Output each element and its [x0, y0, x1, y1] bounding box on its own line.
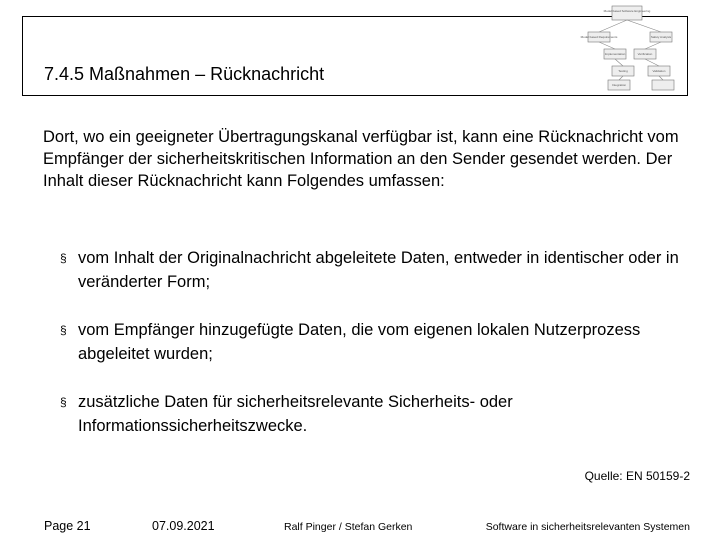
diagram-label-lower-right: Validation [652, 69, 666, 73]
process-diagram-thumbnail [564, 4, 686, 92]
diagram-label-bottom-left: Integration [611, 83, 627, 87]
source-citation: Quelle: EN 50159-2 [584, 469, 690, 483]
diagram-label-mid-left: Implementation [604, 52, 626, 56]
footer-date: 07.09.2021 [152, 519, 215, 533]
bullet-text: zusätzliche Daten für sicherheitsrelevante Sicherheits- oder Informationssicherheitszwecke. [78, 393, 513, 435]
diagram-label-lower-left: Testing [618, 69, 628, 73]
slide-title: 7.4.5 Maßnahmen – Rücknachricht [44, 64, 325, 84]
bullet-text: vom Inhalt der Originalnachricht abgeleitete Daten, entweder in identischer oder in veränderter Form; [78, 249, 679, 291]
bullet-item [60, 246, 690, 294]
footer-authors: Ralf Pinger / Stefan Gerken [284, 521, 413, 533]
bullet-item [60, 390, 690, 438]
bullet-text: vom Empfänger hinzugefügte Daten, die vom eigenen lokalen Nutzerprozess abgeleitet wurden; [78, 321, 641, 363]
bullet-marker: § [60, 395, 67, 409]
bullet-marker: § [60, 323, 67, 337]
intro-paragraph: Dort, wo ein geeigneter Übertragungskanal verfügbar ist, kann eine Rücknachricht vom Empfänger der sicherheitskritischen Information an den Sender gesendet werden. Der Inhalt dieser Rücknachricht kann Folgendes umfassen: [43, 128, 679, 190]
bullet-marker: § [60, 251, 67, 265]
footer-course-title: Software in sicherheitsrelevanten Systemen [485, 521, 690, 533]
diagram-label-top: Model based Software Engineering [603, 9, 651, 13]
bullet-item [60, 318, 690, 366]
diagram-box-bottom-right [652, 80, 674, 90]
diagram-label-upper-left: Model based Requirements [580, 35, 618, 39]
footer-page-number: Page 21 [44, 519, 91, 533]
diagram-label-upper-right: Safety Analysis [650, 35, 672, 39]
diagram-label-mid-right: Verification [637, 52, 653, 56]
